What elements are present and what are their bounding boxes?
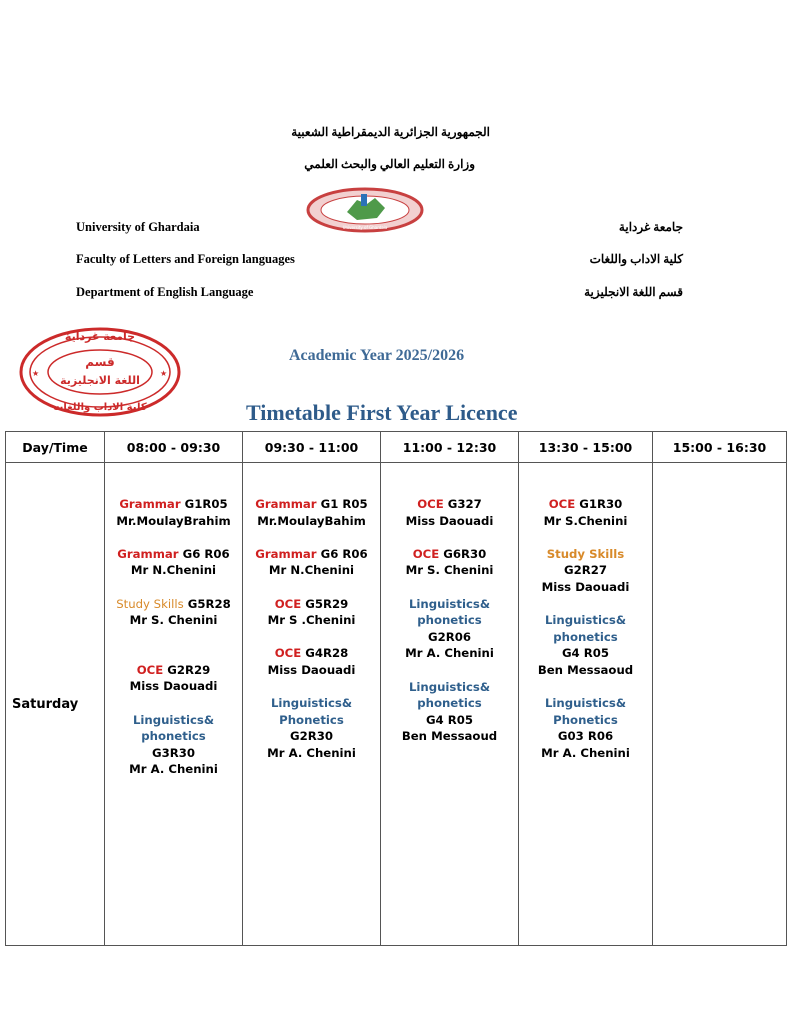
col-header-0800: 08:00 - 09:30 [105, 432, 243, 463]
teacher-label: Miss Daouadi [405, 513, 494, 528]
group-label: G2R29 [163, 662, 211, 677]
group-label: G4 R05 [425, 712, 474, 727]
subject-label: OCE [136, 662, 164, 677]
slot-1500 [653, 463, 787, 946]
subject-label: OCE [274, 596, 302, 611]
header-arabic-republic: الجمهورية الجزائرية الديمقراطية الشعبية [291, 125, 490, 139]
subject-label: phonetics [141, 729, 206, 744]
subject-label: Linguistics& [408, 679, 491, 694]
subject-label: Study Skills [116, 596, 184, 611]
teacher-label: Ben Messaoud [537, 662, 634, 677]
timetable-row-saturday [6, 463, 787, 946]
faculty-name-en: Faculty of Letters and Foreign languages [76, 252, 295, 266]
slot-1330 [519, 463, 653, 946]
class-entry [243, 596, 380, 629]
class-entry [105, 662, 242, 695]
group-label: G5R28 [183, 596, 231, 611]
teacher-label: Miss Daouadi [129, 679, 218, 694]
subject-label: Grammar [255, 546, 317, 561]
subject-label: Linguistics& [544, 613, 627, 628]
faculty-name-ar: كلية الاداب واللغات [589, 252, 683, 266]
teacher-label: Mr S .Chenini [267, 613, 356, 628]
group-label: G6 R06 [316, 546, 368, 561]
class-entry [105, 496, 242, 529]
stamp-text-top: جامعة غرداية [64, 330, 136, 343]
timetable-header-row [6, 432, 787, 463]
class-entry [105, 546, 242, 579]
teacher-label: Mr A. Chenini [405, 646, 494, 661]
day-label: Saturday [6, 463, 105, 946]
class-entry [381, 546, 518, 579]
slot-1100 [381, 463, 519, 946]
subject-label: Grammar [119, 497, 181, 511]
subject-label: OCE [412, 546, 440, 561]
teacher-label: Mr N.Chenini [268, 563, 355, 578]
class-entry [381, 496, 518, 529]
logo-caption: University of Ghardaia [342, 225, 388, 230]
class-entry [243, 496, 380, 529]
university-name-ar: جامعة غرداية [618, 220, 683, 234]
subject-label: phonetics [417, 613, 482, 628]
group-label: G6R30 [439, 546, 487, 561]
stamp-text-center-1: قسم [85, 355, 115, 369]
class-entry [519, 496, 652, 529]
slot-0930 [243, 463, 381, 946]
class-entry [243, 695, 380, 761]
teacher-label: Mr S.Chenini [543, 513, 628, 528]
col-header-1500: 15:00 - 16:30 [653, 432, 787, 463]
slot-0800 [105, 463, 243, 946]
university-logo [305, 186, 425, 234]
group-label: G4R28 [301, 646, 349, 661]
stamp-star-right-icon: ★ [160, 369, 168, 378]
subject-label: Phonetics [279, 712, 344, 727]
department-name-ar: قسم اللغة الانجليزية [584, 285, 683, 299]
teacher-label: Mr A. Chenini [129, 762, 218, 777]
group-label: G3R30 [152, 745, 195, 760]
subject-label: Linguistics& [408, 596, 491, 611]
class-entry [243, 645, 380, 678]
class-entry [381, 596, 518, 662]
teacher-label: Mr.MoulayBrahim [116, 513, 231, 528]
university-name-en: University of Ghardaia [76, 220, 200, 234]
stamp-text-center-2: اللغة الانجليزية [60, 374, 140, 387]
group-label: G4 R05 [561, 646, 610, 661]
col-header-1100: 11:00 - 12:30 [381, 432, 519, 463]
class-entry [519, 695, 652, 761]
teacher-label: Mr.MoulayBahim [257, 513, 366, 528]
group-label: G2R06 [428, 629, 471, 644]
group-label: G03 R06 [557, 729, 614, 744]
group-label: G327 [443, 497, 482, 511]
class-entry [105, 596, 242, 629]
teacher-label: Mr A. Chenini [267, 745, 356, 760]
col-header-1330: 13:30 - 15:00 [519, 432, 653, 463]
teacher-label: Miss Daouadi [541, 579, 630, 594]
header-arabic-ministry: وزارة التعليم العالي والبحث العلمي [304, 157, 475, 171]
department-name-en: Department of English Language [76, 285, 254, 299]
group-label: G1R30 [575, 497, 623, 511]
academic-year: Academic Year 2025/2026 [289, 347, 465, 364]
subject-label: OCE [274, 646, 302, 661]
teacher-label: Mr S. Chenini [129, 613, 218, 628]
group-label: G5R29 [301, 596, 349, 611]
teacher-label: Mr N.Chenini [130, 563, 217, 578]
subject-label: OCE [548, 497, 576, 511]
subject-label: Grammar [255, 497, 317, 511]
group-label: G1 R05 [316, 497, 368, 511]
timetable-title: Timetable First Year Licence [246, 400, 518, 425]
teacher-label: Miss Daouadi [267, 662, 356, 677]
department-stamp [18, 326, 182, 418]
group-label: G2R30 [290, 729, 333, 744]
group-label: G6 R06 [178, 546, 230, 561]
teacher-label: Mr A. Chenini [541, 745, 630, 760]
class-entry [519, 546, 652, 596]
teacher-label: Mr S. Chenini [405, 563, 494, 578]
class-entry [519, 612, 652, 678]
stamp-star-left-icon: ★ [32, 369, 40, 378]
subject-label: Phonetics [553, 712, 618, 727]
subject-label: Linguistics& [544, 696, 627, 711]
subject-label: Linguistics& [132, 712, 215, 727]
class-entry [381, 679, 518, 745]
subject-label: Linguistics& [270, 696, 353, 711]
col-header-daytime: Day/Time [6, 432, 105, 463]
subject-label: phonetics [417, 696, 482, 711]
class-entry [105, 712, 242, 778]
class-entry [243, 546, 380, 579]
subject-label: Grammar [117, 546, 179, 561]
col-header-0930: 09:30 - 11:00 [243, 432, 381, 463]
teacher-label: Ben Messaoud [401, 729, 498, 744]
timetable [5, 431, 787, 946]
group-label: G2R27 [564, 563, 607, 578]
subject-label: phonetics [553, 629, 618, 644]
group-label: G1R05 [180, 497, 228, 511]
subject-label: OCE [417, 497, 444, 511]
stamp-text-bottom: كلية الاداب واللغات [53, 402, 147, 413]
subject-label: Study Skills [546, 546, 625, 561]
